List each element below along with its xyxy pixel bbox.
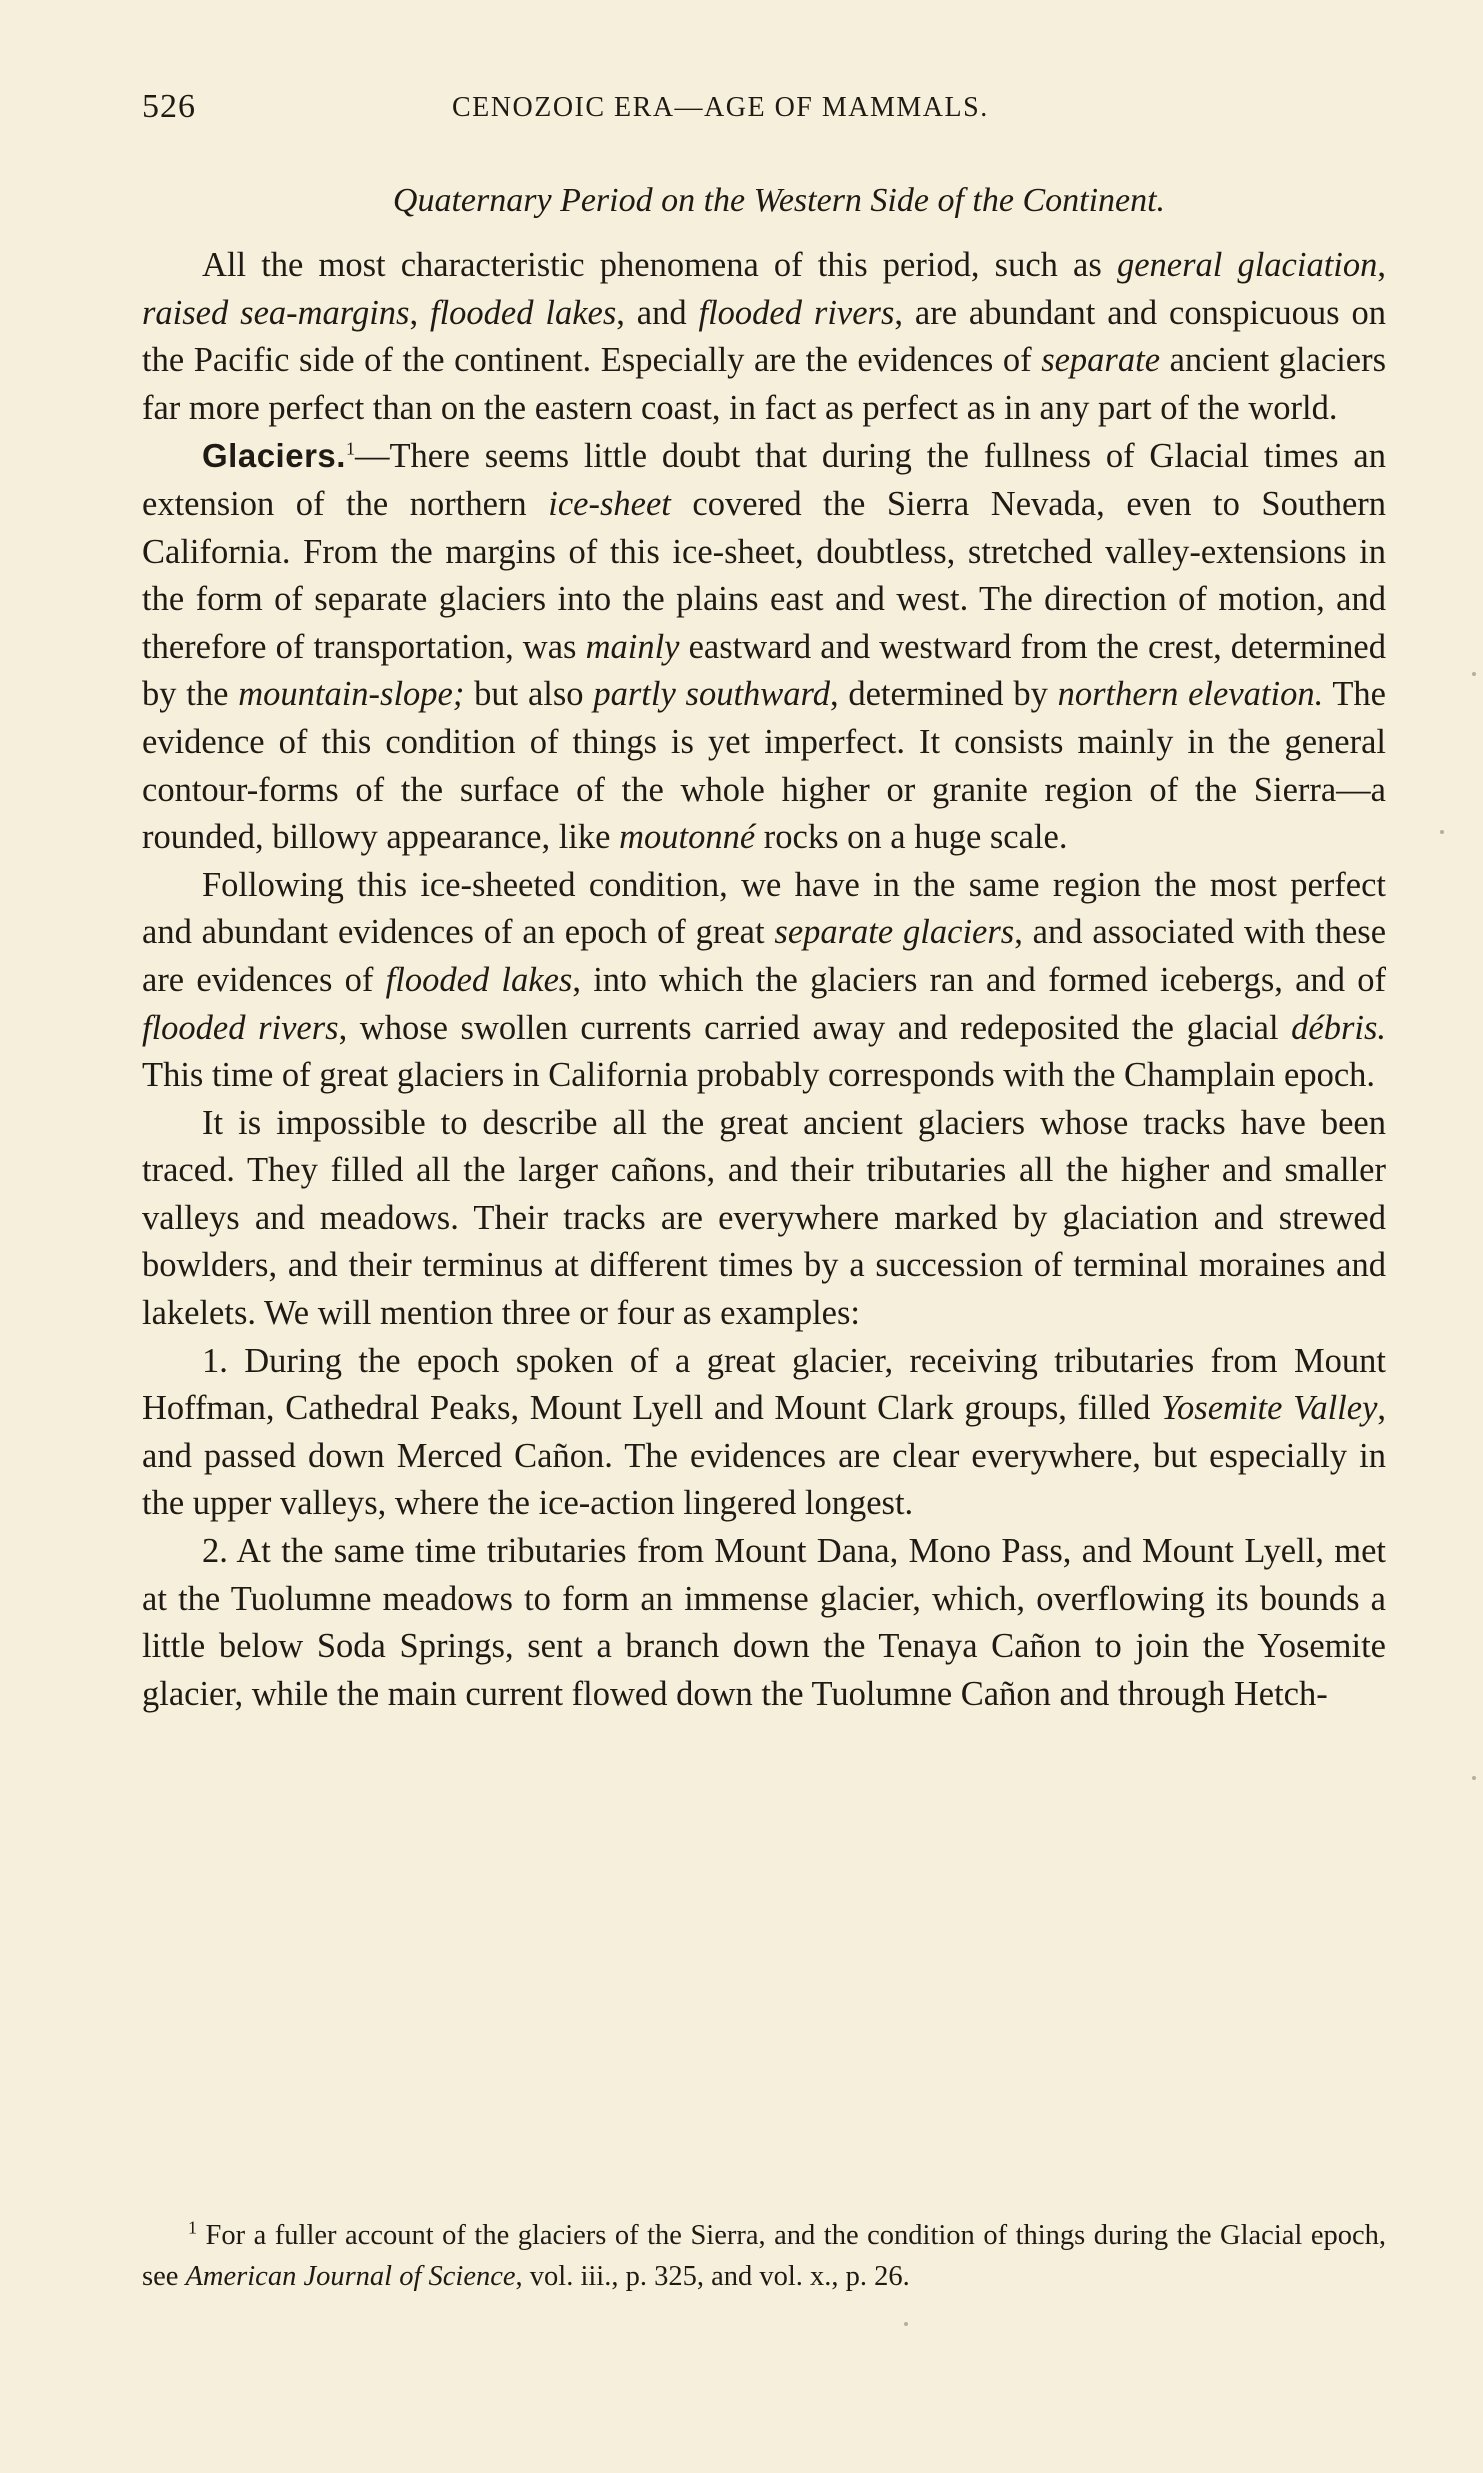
- text-run: —There seems little doubt that during the fullness of Glacial times an extension of the northern: [142, 437, 1386, 523]
- text-run: eastward and westward from the crest, determined by the: [142, 627, 1386, 714]
- glaciers-heading: Glaciers.: [202, 437, 346, 475]
- paragraph-general-phenomena: [142, 242, 1386, 432]
- italic-term: separate: [1041, 341, 1161, 380]
- text-run: Following this ice-sheeted condition, we have in the same region the most perfect and abundant evidences of an epoch of great: [142, 865, 1386, 952]
- text-run: , vol. iii., p. 325, and vol. x., p. 26.: [515, 2260, 910, 2292]
- italic-term: partly southward: [593, 675, 830, 714]
- italic-term: Yosemite Valley: [1161, 1389, 1378, 1428]
- footnote-mark: 1: [188, 2217, 197, 2237]
- italic-term: flooded rivers: [142, 1008, 339, 1047]
- text-run: covered the Sierra Nevada, even to Southern California. From the margins of this ice-sheet, doubtless, stretched valley-extensions in the form of separate glaciers into the plains east and west. The direction of motion, and therefore of transportation, was: [142, 484, 1387, 666]
- italic-term: mainly: [585, 627, 680, 666]
- text-run: All the most characteristic phenomena of this period, such as: [202, 246, 1117, 284]
- text-run: 2. At the same time tributaries from Mount Dana, Mono Pass, and Mount Lyell, met at the Tuolumne meadows to form an immense glacier, which, overflowing its bounds a little below Soda Springs, sent a branch down the Tenaya Cañon to join the Yosemite glacier, while the main current flowed down the Tuolumne Cañon and through Hetch-: [142, 1532, 1386, 1713]
- text-run: but also: [464, 675, 594, 714]
- text-run: , are abundant and conspicuous on the Pacific side of the continent. Especially are the evidences of: [142, 293, 1386, 380]
- text-run: This time of great glaciers in California probably corresponds with the Champlain epoch.: [142, 1056, 1376, 1095]
- text-run: ancient glaciers far more perfect than on the eastern coast, in fact as perfect as in any part of the world.: [142, 341, 1387, 427]
- paragraph-separate-glaciers: [142, 862, 1386, 1100]
- paper-speck: [1440, 830, 1444, 834]
- italic-term: American Journal of Science: [185, 2260, 516, 2292]
- paper-speck: [904, 2322, 908, 2326]
- text-run: , whose swollen currents carried away and redeposited the glacial: [338, 1008, 1292, 1047]
- italic-term: general glaciation: [1116, 246, 1378, 284]
- italic-term: flooded lakes: [429, 293, 617, 332]
- italic-term: separate glaciers: [774, 913, 1015, 952]
- paragraph-glaciers: [142, 432, 1386, 861]
- italic-term: mountain-slope;: [238, 675, 465, 714]
- text-run: , and: [616, 293, 699, 332]
- text-run: The evidence of this condition of things is yet imperfect. It consists mainly in the general contour-forms of the surface of the whole higher or granite region of the Sierra—a rounded, billowy appearance, like: [142, 675, 1386, 857]
- paper-speck: [1472, 1776, 1476, 1780]
- text-run: , determined by: [829, 675, 1058, 714]
- text-run: ,: [409, 293, 430, 332]
- footnote-reference: 1: [345, 438, 355, 459]
- paragraph-example-tuolumne: [142, 1528, 1386, 1718]
- italic-term: northern elevation.: [1057, 675, 1324, 714]
- paragraph-glacier-tracks: [142, 1100, 1386, 1338]
- running-title: CENOZOIC ERA—AGE OF MAMMALS.: [452, 92, 989, 123]
- italic-term: débris.: [1291, 1008, 1386, 1047]
- italic-term: flooded lakes: [385, 960, 573, 999]
- text-run: ,: [1377, 246, 1386, 284]
- italic-term: ice-sheet: [548, 484, 671, 523]
- section-heading: Quaternary Period on the Western Side of the Continent.: [392, 182, 1166, 219]
- italic-term: flooded rivers: [698, 293, 895, 332]
- text-run: , into which the glaciers ran and formed icebergs, and of: [572, 960, 1386, 999]
- body-text: [142, 178, 1386, 1718]
- italic-term: moutonné: [619, 818, 756, 857]
- text-run: 1. During the epoch spoken of a great glacier, receiving tributaries from Mount Hoffman, Cathedral Peaks, Mount Lyell and Mount Clark groups, filled: [142, 1341, 1386, 1428]
- paper-speck: [1472, 672, 1476, 676]
- text-run: rocks on a huge scale.: [755, 818, 1068, 857]
- text-run: , and associated with these are evidences of: [142, 913, 1387, 999]
- running-head: [142, 88, 1382, 128]
- text-run: It is impossible to describe all the great ancient glaciers whose tracks have been traced. They filled all the larger cañons, and their tributaries all the higher and smaller valleys and meadows. Their tracks are everywhere marked by glaciation and strewed bowlders, and their terminus at different times by a succession of terminal moraines and lakelets. We will mention three or four as examples:: [142, 1103, 1386, 1333]
- page-number: 526: [142, 88, 196, 125]
- text-run: , and passed down Merced Cañon. The evidences are clear everywhere, but especially in the upper valleys, where the ice-action lingered longest.: [142, 1389, 1387, 1523]
- italic-term: raised sea-margins: [142, 293, 410, 332]
- footnote: [142, 2215, 1386, 2297]
- paragraph-example-yosemite: [142, 1338, 1386, 1528]
- text-run: For a fuller account of the glaciers of the Sierra, and the condition of things during the Glacial epoch, see: [142, 2219, 1386, 2292]
